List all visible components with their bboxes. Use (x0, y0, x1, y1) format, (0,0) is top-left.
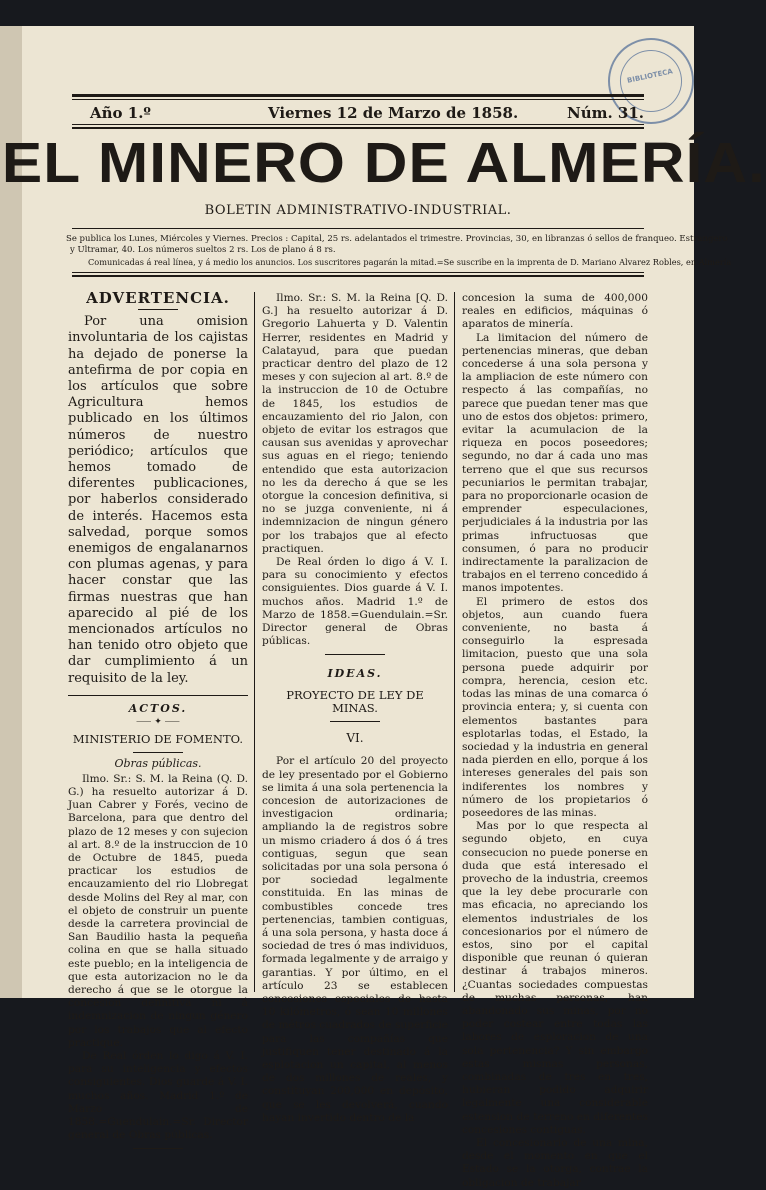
col1-paragraph-2: De Real órden lo digo á V. I. para su inteligencia y efectos consiguientes. Dios guarde á V. I. muchos años. Madrid 1.º de Marzo de 1858.=Guendulain.=Sr. Director general de Obras públicas. (68, 1049, 248, 1142)
actos-heading: ACTOS. (128, 701, 188, 715)
newspaper-subtitle: BOLETIN ADMINISTRATIVO-INDUSTRIAL. (204, 203, 512, 218)
issue-date: Viernes 12 de Marzo de 1858. (268, 104, 519, 122)
advertencia-text: Por una omision involuntaria de los cajistas ha dejado de ponerse la antefirma de por copia en los artículos que sobre Agricultura hemos publicado en los últimos números de nuestro periódico; artículos que hemos tomado de diferentes publicaciones, por haberlos considerado de interés. Hacemos esta salvedad, porque somos enemigos de engalanarnos con plumas agenas, y para hacer constar que las firmas nuestras que han aparecido al pié de los mencionados artículos no han tenido otro objeto que dar cumplimiento á un requisito de la ley. (68, 314, 248, 686)
column-1: ADVERTENCIA. Por una omision involuntaria de los cajistas ha dejado de ponerse la antefirma de por copia en los artículos que sobre Agricultura hemos publicado en los últimos números de nuestro periódico; artículos que hemos tomado de diferentes publicaciones, por haberlos considerado de interés. Hacemos esta salvedad, porque somos enemigos de engalanarnos con plumas agenas, y para hacer constar que las firmas nuestras que han aparecido al pié de los mencionados artículos no han tenido otro objeto que dar cumplimiento á un requisito de la ley. ACTOS. ⸺ ✦ ⸺ MINISTERIO DE FOMENTO. Obras públicas. Ilmo. Sr.: S. M. la Reina (Q. D. G.) ha resuelto autorizar á D. Juan Cabrer y Forés, vecino de Barcelona, para que dentro del plazo de 12 meses y con sujecion al art. 8.º de la instruccion de 10 de Octubre de 1845, pueda practicar los estudios de encauzamiento del rio Llobregat desde Molins del Rey al mar, con el objeto de construir un puente desde la carretera provincial de San Baudilio hasta la pequeña colina en que se halla situado este pueblo; en la inteligencia de que esta autorizacion no le da derecho á que se le otorgue la concesion definitiva ni á indemnizacion de ningun género por los trabajos que al efecto practique. De Real órden lo digo á V. I. para su inteligencia y efectos consiguientes. Dios guarde á V. I. muchos años. Madrid 1.º de Marzo de 1858.=Guendulain.=Sr. Director general de Obras públicas. (68, 292, 248, 998)
col2-paragraph-2: De Real órden lo digo á V. I. para su conocimiento y efectos consiguientes. Dios guarde á V. I. muchos años. Madrid 1.º de Marzo de 1858.=Guendulain.=Sr. Director general de Obras públicas. (262, 556, 448, 648)
col2-paragraph-3: Por el artículo 20 del proyecto de ley presentado por el Gobierno se limita á una sola pertenencia la concesion de autorizaciones de investigacion ordinaria; ampliando la de registros sobre un mismo criadero á dos ó á tres contiguas, segun que sean solicitadas por una sola persona ó por sociedad legalmente constituida. En las minas de combustibles concede tres pertenencias, tambien contiguas, á una sola persona, y hasta doce á sociedad de tres ó mas individuos, formada legalmente y de arraigo y garantias. Y por último, en el artículo 23 se establecen concesiones especiales de hasta 10 kilómetros, ó sean 10 millones de métros cuadrados de superficie para las compañías que justifiquen tener destinado á la esplotacion un capital, al menos de dos millones de reales, y constituyan 200,000 en depósito, que se les devolverá, cuando hayan invertido dentro de la (262, 755, 448, 1124)
issue-number: Núm. 31. (567, 104, 645, 122)
roman-numeral: VI. (346, 731, 364, 746)
subscription-notice-3: Comunicadas á real línea, y á medio los anuncios. Los suscritores pagarán la mitad.=Se suscribe en la imprenta de D. Mariano Alvarez Robles, en Almería (88, 257, 732, 267)
section-heading: Obras públicas. (114, 757, 202, 771)
proyecto-heading: PROYECTO DE LEY DE MINAS. (286, 687, 424, 715)
col3-paragraph-3: El primero de estos dos objetos, aun cuando fuera conveniente, no basta á conseguirlo la espresada limitacion, puesto que una sola persona puede adquirir por compra, herencia, cesion etc. todas las minas de una comarca ó provincia entera; y, si cuenta con elementos bastantes para esplotarlas todas, el Estado, la sociedad y la industria en general nada pierden en ello, porque á los intereses generales del pais son indiferentes los nombres y número de los propietarios ó poseedores de las minas. (462, 595, 648, 819)
ideas-heading: IDEAS. (327, 667, 383, 681)
col3-paragraph-4: Mas por lo que respecta al segundo objeto, en cuya consecucion no puede ponerse en duda que está interesado el provecho de la industria, creemos que la ley debe procurarle con mas eficacia, no apreciando los elementos industriales de los concesionarios por el número de estos, sino por el capital disponible que reunan ó quieran destinar á trabajos mineros. ¿Cuantas sociedades compuestas de muchas personas, han abandonado sus minas, por no poder costear entre todas las labores de esploracion de una sola pertenencia? Y sin embargo estas mismas personas, combinadas de tres en tres, hubieran podido adquirir legalmente una considerable estension de terreno en diferentes concesiones contiguas. (462, 820, 648, 1136)
col3-paragraph-2: La limitacion del número de pertenencias mineras, que deban concederse á una sola persona y la ampliacion de este número con respecto á las compañías, no parece que puedan tener mas que uno de estos dos objetos: primero, evitar la acumulacion de la riqueza en pocos poseedores; segundo, no dar á cada uno mas terreno que el que sus recursos pecuniarios le permitan trabajar, para no proporcionarle ocasion de emprender especulaciones, perjudiciales á la industria por las primas infructuosas que consumen, ó para no producir indirectamente la paralizacion de trabajos en el terreno concedido á manos impotentes. (462, 331, 648, 595)
ministry-heading: MINISTERIO DE FOMENTO. (72, 732, 244, 747)
col3-paragraph-5: El concesionario de una mina, desde el momento en que el Estado se la otorga, contrae la obligacion de trabajar (462, 1137, 648, 1189)
column-2 (262, 292, 448, 1124)
col2-paragraph-1: Ilmo. Sr.: S. M. la Reina [Q. D. G.] ha resuelto autorizar á D. Gregorio Lahuerta y D. Valentin Herrer, residentes en Madrid y Calatayud, para que puedan practicar dentro del plazo de 12 meses y con sujecion al art. 8.º de la instruccion de 10 de Octubre de 1845, los estudios de encauzamiento del rio Jalon, con objeto de evitar los estragos que causan sus avenidas y aprovechar sus aguas en el riego; teniendo entendido que esta autorizacion no les da derecho á que se les otorgue la concesion definitiva, si no se juzga conveniente, ni á indemnizacion de ningun género por los trabajos que al efecto practiquen. (262, 292, 448, 555)
year-label: Año 1.º (90, 104, 151, 122)
col1-paragraph-1: Ilmo. Sr.: S. M. la Reina (Q. D. G.) ha resuelto autorizar á D. Juan Cabrer y Forés, vecino de Barcelona, para que dentro del plazo de 12 meses y con sujecion al art. 8.º de la instruccion de 10 de Octubre de 1845, pueda practicar los estudios de encauzamiento del rio Llobregat desde Molins del Rey al mar, con el objeto de construir un puente desde la carretera provincial de San Baudilio hasta la pequeña colina en que se halla situado este pueblo; en la inteligencia de que esta autorizacion no le da derecho á que se le otorgue la concesion definitiva ni á indemnizacion de ningun género por los trabajos que al efecto practique. (68, 772, 248, 1049)
col3-paragraph-1: concesion la suma de 400,000 reales en edificios, máquinas ó aparatos de minería. (462, 292, 648, 331)
column-3 (462, 292, 648, 1189)
newspaper-title: EL MINERO DE ALMERÍA. (1, 131, 766, 195)
subscription-notice-2: y Ultramar, 40. Los números sueltos 2 rs. Los de plano á 8 rs. (70, 245, 336, 255)
advertencia-heading: ADVERTENCIA. (86, 289, 230, 307)
library-stamp: BIBLIOTECA (600, 30, 702, 132)
newspaper-page (1, 26, 766, 1189)
subscription-notice-1: Se publica los Lunes, Miércoles y Viernes. Precios : Capital, 25 rs. adelantados el trimestre. Provincias, 30, en libranzas ó sellos de franqueo. Estrangero (66, 234, 728, 244)
